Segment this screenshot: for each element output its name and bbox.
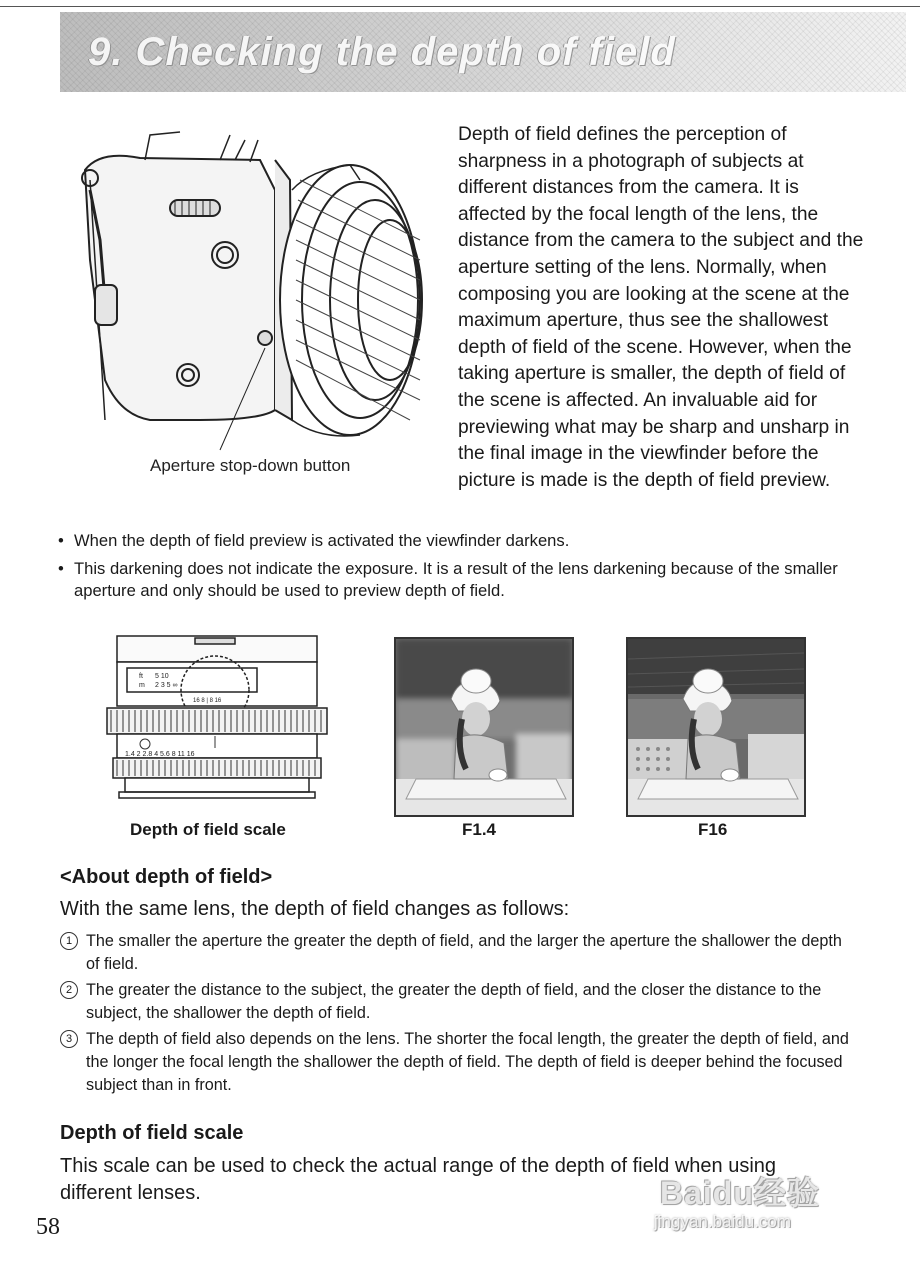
item-text: The greater the distance to the subject, the greater the depth of field, and the closer the distance to the subject, the shallower the depth of field. [86,981,822,1022]
watermark [650,1160,870,1240]
bullet-text: This darkening does not indicate the exposure. It is a result of the lens darkening because of the smaller aperture and only should be used to preview depth of field. [74,559,838,600]
scale-m-label: m [139,682,145,689]
photo-f16-caption: F16 [698,820,728,839]
bullet-text: When the depth of field preview is activated the viewfinder darkens. [74,531,570,550]
bullet-item [58,558,878,602]
bullet-marker: • [58,559,64,578]
photo-f16-image [628,639,804,815]
photo-f14 [394,637,574,817]
page-number: 58 [36,1214,60,1240]
figure-caption: Aperture stop-down button [150,456,351,475]
intro-paragraph: Depth of field defines the perception of sharpness in a photograph of subjects at different distances from the camera. It is affected by the focal length of the lens, the distance from the camera to the subject and the aperture setting of the lens. Normally, when composing you are looking at the scene at the maximum aperture, thus see the shallowest depth of field of the scene. However, when the taking aperture is smaller, the depth of field of the scene is affected. An invaluable aid for previewing what may be sharp and unsharp in the final image in the viewfinder before the picture is made is the depth of field preview. [458,124,864,491]
bullet-item [58,530,878,552]
photo-f14-image [396,639,572,815]
item-text: The depth of field also depends on the lens. The shorter the focal length, the greater the depth of field, and the longer the focal length the shallower the depth of field. The depth of field is deeper behind the focused subject than in front. [86,1030,849,1094]
illustration-row [60,620,860,850]
camera-drawing [60,120,440,500]
watermark-url: jingyan.baidu.com [654,1212,792,1231]
photo-f14-caption: F1.4 [462,820,497,839]
list-item [60,1028,850,1097]
section-title: 9. Checking the depth of field [88,30,676,74]
scale-ft-label: ft [139,673,143,680]
item-text: The smaller the aperture the greater the depth of field, and the larger the aperture the shallower the depth of field. [86,932,842,973]
bullet-list [58,530,878,608]
item-number: 3 [60,1030,78,1048]
item-number: 2 [60,981,78,999]
scale-caption: Depth of field scale [130,820,286,839]
list-item [60,979,850,1025]
photo-f16 [626,637,806,817]
scale-m-values: 2 3 5 ∞ [155,682,178,689]
scale-ft-values: 5 10 [155,673,169,680]
lens-drawing [105,630,335,820]
bullet-marker: • [58,531,64,550]
depth-of-field-scale-illustration [105,630,335,830]
section-banner [60,12,906,92]
dof-scale-text: This scale can be used to check the actual range of the depth of field when using different lenses. [60,1155,777,1204]
list-item [60,930,850,976]
scale-aperture-values: 1.4 2 2.8 4 5.6 8 11 16 [125,751,195,758]
watermark-logo-text: Baidu经验 [660,1175,820,1211]
numbered-list [60,930,850,1100]
about-heading: <About depth of field> [60,866,273,888]
item-number: 1 [60,932,78,950]
camera-illustration [60,120,440,500]
top-rule [0,6,920,7]
scale-dof-marks: 16 8 | 8 16 [193,698,222,704]
about-intro: With the same lens, the depth of field changes as follows: [60,898,570,920]
dof-scale-heading: Depth of field scale [60,1122,244,1144]
